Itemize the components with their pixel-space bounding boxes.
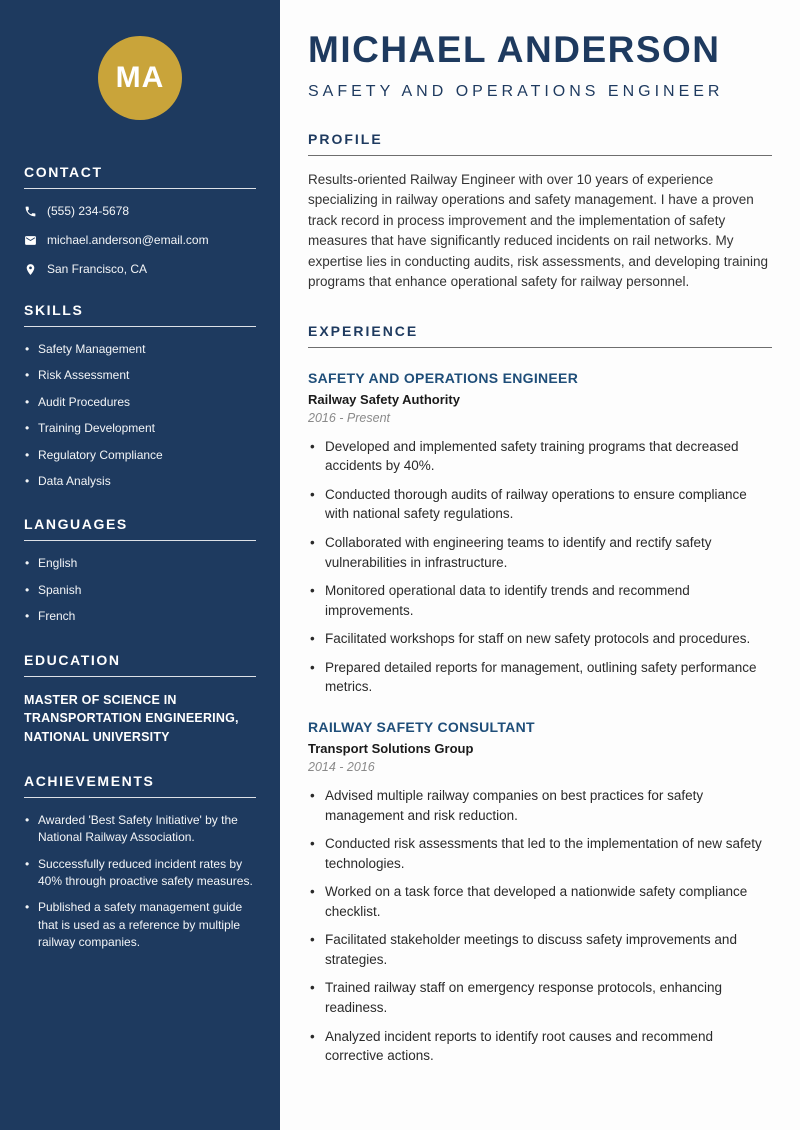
education-degree: MASTER OF SCIENCE IN TRANSPORTATION ENGINEERING, NATIONAL UNIVERSITY <box>24 692 239 745</box>
skill-item: • Safety Management <box>24 341 256 358</box>
job-title: SAFETY AND OPERATIONS ENGINEER <box>308 369 579 386</box>
experience-heading: EXPERIENCE <box>308 323 772 348</box>
profile-heading: PROFILE <box>308 131 772 156</box>
skill-item: • Training Development <box>24 420 256 437</box>
job-company: Transport Solutions Group <box>308 740 474 756</box>
profile-text: Results-oriented Railway Engineer with over 10 years of experience specializing in railway operations and safety management. I have a proven track record in process improvement and the implementation of safety measures that have significantly reduced incidents on rail networks. My expertise lies in conducting audits, risk assessments, and developing training programs that enhance operational safety for railway personnel. <box>308 171 769 290</box>
job-company: Railway Safety Authority <box>308 391 460 407</box>
language-item: • English <box>24 555 256 572</box>
contact-phone-text: (555) 234-5678 <box>47 204 130 218</box>
phone-icon <box>24 205 37 218</box>
person-name: MICHAEL ANDERSON <box>308 29 721 70</box>
job-bullet: • Facilitated stakeholder meetings to discuss safety improvements and strategies. <box>308 930 772 969</box>
job-bullet: • Developed and implemented safety training programs that decreased accidents by 40%. <box>308 437 772 476</box>
contact-email-text: michael.anderson@email.com <box>47 233 209 247</box>
job-bullet: • Collaborated with engineering teams to identify and rectify safety vulnerabilities in infrastructure. <box>308 533 772 572</box>
job-entry-1 <box>308 370 772 697</box>
language-item: • Spanish <box>24 582 256 599</box>
skill-item: • Audit Procedures <box>24 394 256 411</box>
job-bullet: • Conducted thorough audits of railway operations to ensure compliance with national safety regulations. <box>308 485 772 524</box>
job-bullet: • Analyzed incident reports to identify root causes and recommend corrective actions. <box>308 1027 772 1066</box>
email-icon <box>24 234 37 247</box>
job-bullet: • Facilitated workshops for staff on new safety protocols and procedures. <box>308 629 772 649</box>
contact-section <box>24 164 256 276</box>
location-icon <box>24 263 37 276</box>
language-item: • French <box>24 608 256 625</box>
job-dates: 2014 - 2016 <box>308 759 375 774</box>
contact-heading: CONTACT <box>24 164 256 189</box>
job-bullet: • Monitored operational data to identify trends and recommend improvements. <box>308 581 772 620</box>
languages-list <box>24 555 256 625</box>
skills-heading: SKILLS <box>24 302 256 327</box>
experience-section <box>308 323 772 1066</box>
job-dates: 2016 - Present <box>308 410 390 425</box>
sidebar <box>0 0 280 1130</box>
achievement-item: • Successfully reduced incident rates by 40% through proactive safety measures. <box>24 856 256 891</box>
job-bullet: • Trained railway staff on emergency response protocols, enhancing readiness. <box>308 978 772 1017</box>
contact-location-text: San Francisco, CA <box>47 262 148 276</box>
contact-item-phone <box>24 204 256 218</box>
avatar <box>98 36 182 120</box>
skill-item: • Data Analysis <box>24 473 256 490</box>
skills-list <box>24 341 256 490</box>
achievements-heading: ACHIEVEMENTS <box>24 773 256 798</box>
avatar-initials: MA <box>115 61 165 94</box>
job-bullet: • Advised multiple railway companies on best practices for safety management and risk reduction. <box>308 786 772 825</box>
education-section <box>24 652 256 747</box>
achievement-item: • Awarded 'Best Safety Initiative' by the National Railway Association. <box>24 812 256 847</box>
achievement-item: • Published a safety management guide that is used as a reference by multiple railway companies. <box>24 899 256 951</box>
job-entry-2 <box>308 719 772 1066</box>
job-bullet-list <box>308 786 772 1066</box>
job-bullet: • Conducted risk assessments that led to the implementation of new safety technologies. <box>308 834 772 873</box>
job-bullet-list <box>308 437 772 697</box>
job-title: RAILWAY SAFETY CONSULTANT <box>308 718 535 735</box>
contact-item-location <box>24 262 256 276</box>
contact-item-email <box>24 233 256 247</box>
skill-item: • Risk Assessment <box>24 367 256 384</box>
person-job-title: SAFETY AND OPERATIONS ENGINEER <box>308 82 724 100</box>
job-bullet: • Worked on a task force that developed a nationwide safety compliance checklist. <box>308 882 772 921</box>
achievements-list <box>24 812 256 952</box>
languages-heading: LANGUAGES <box>24 516 256 541</box>
profile-section <box>308 131 772 293</box>
languages-section <box>24 516 256 625</box>
job-bullet: • Prepared detailed reports for management, outlining safety performance metrics. <box>308 658 772 697</box>
achievements-section <box>24 773 256 952</box>
education-heading: EDUCATION <box>24 652 256 677</box>
main-content <box>280 0 800 1130</box>
skill-item: • Regulatory Compliance <box>24 447 256 464</box>
skills-section <box>24 302 256 490</box>
